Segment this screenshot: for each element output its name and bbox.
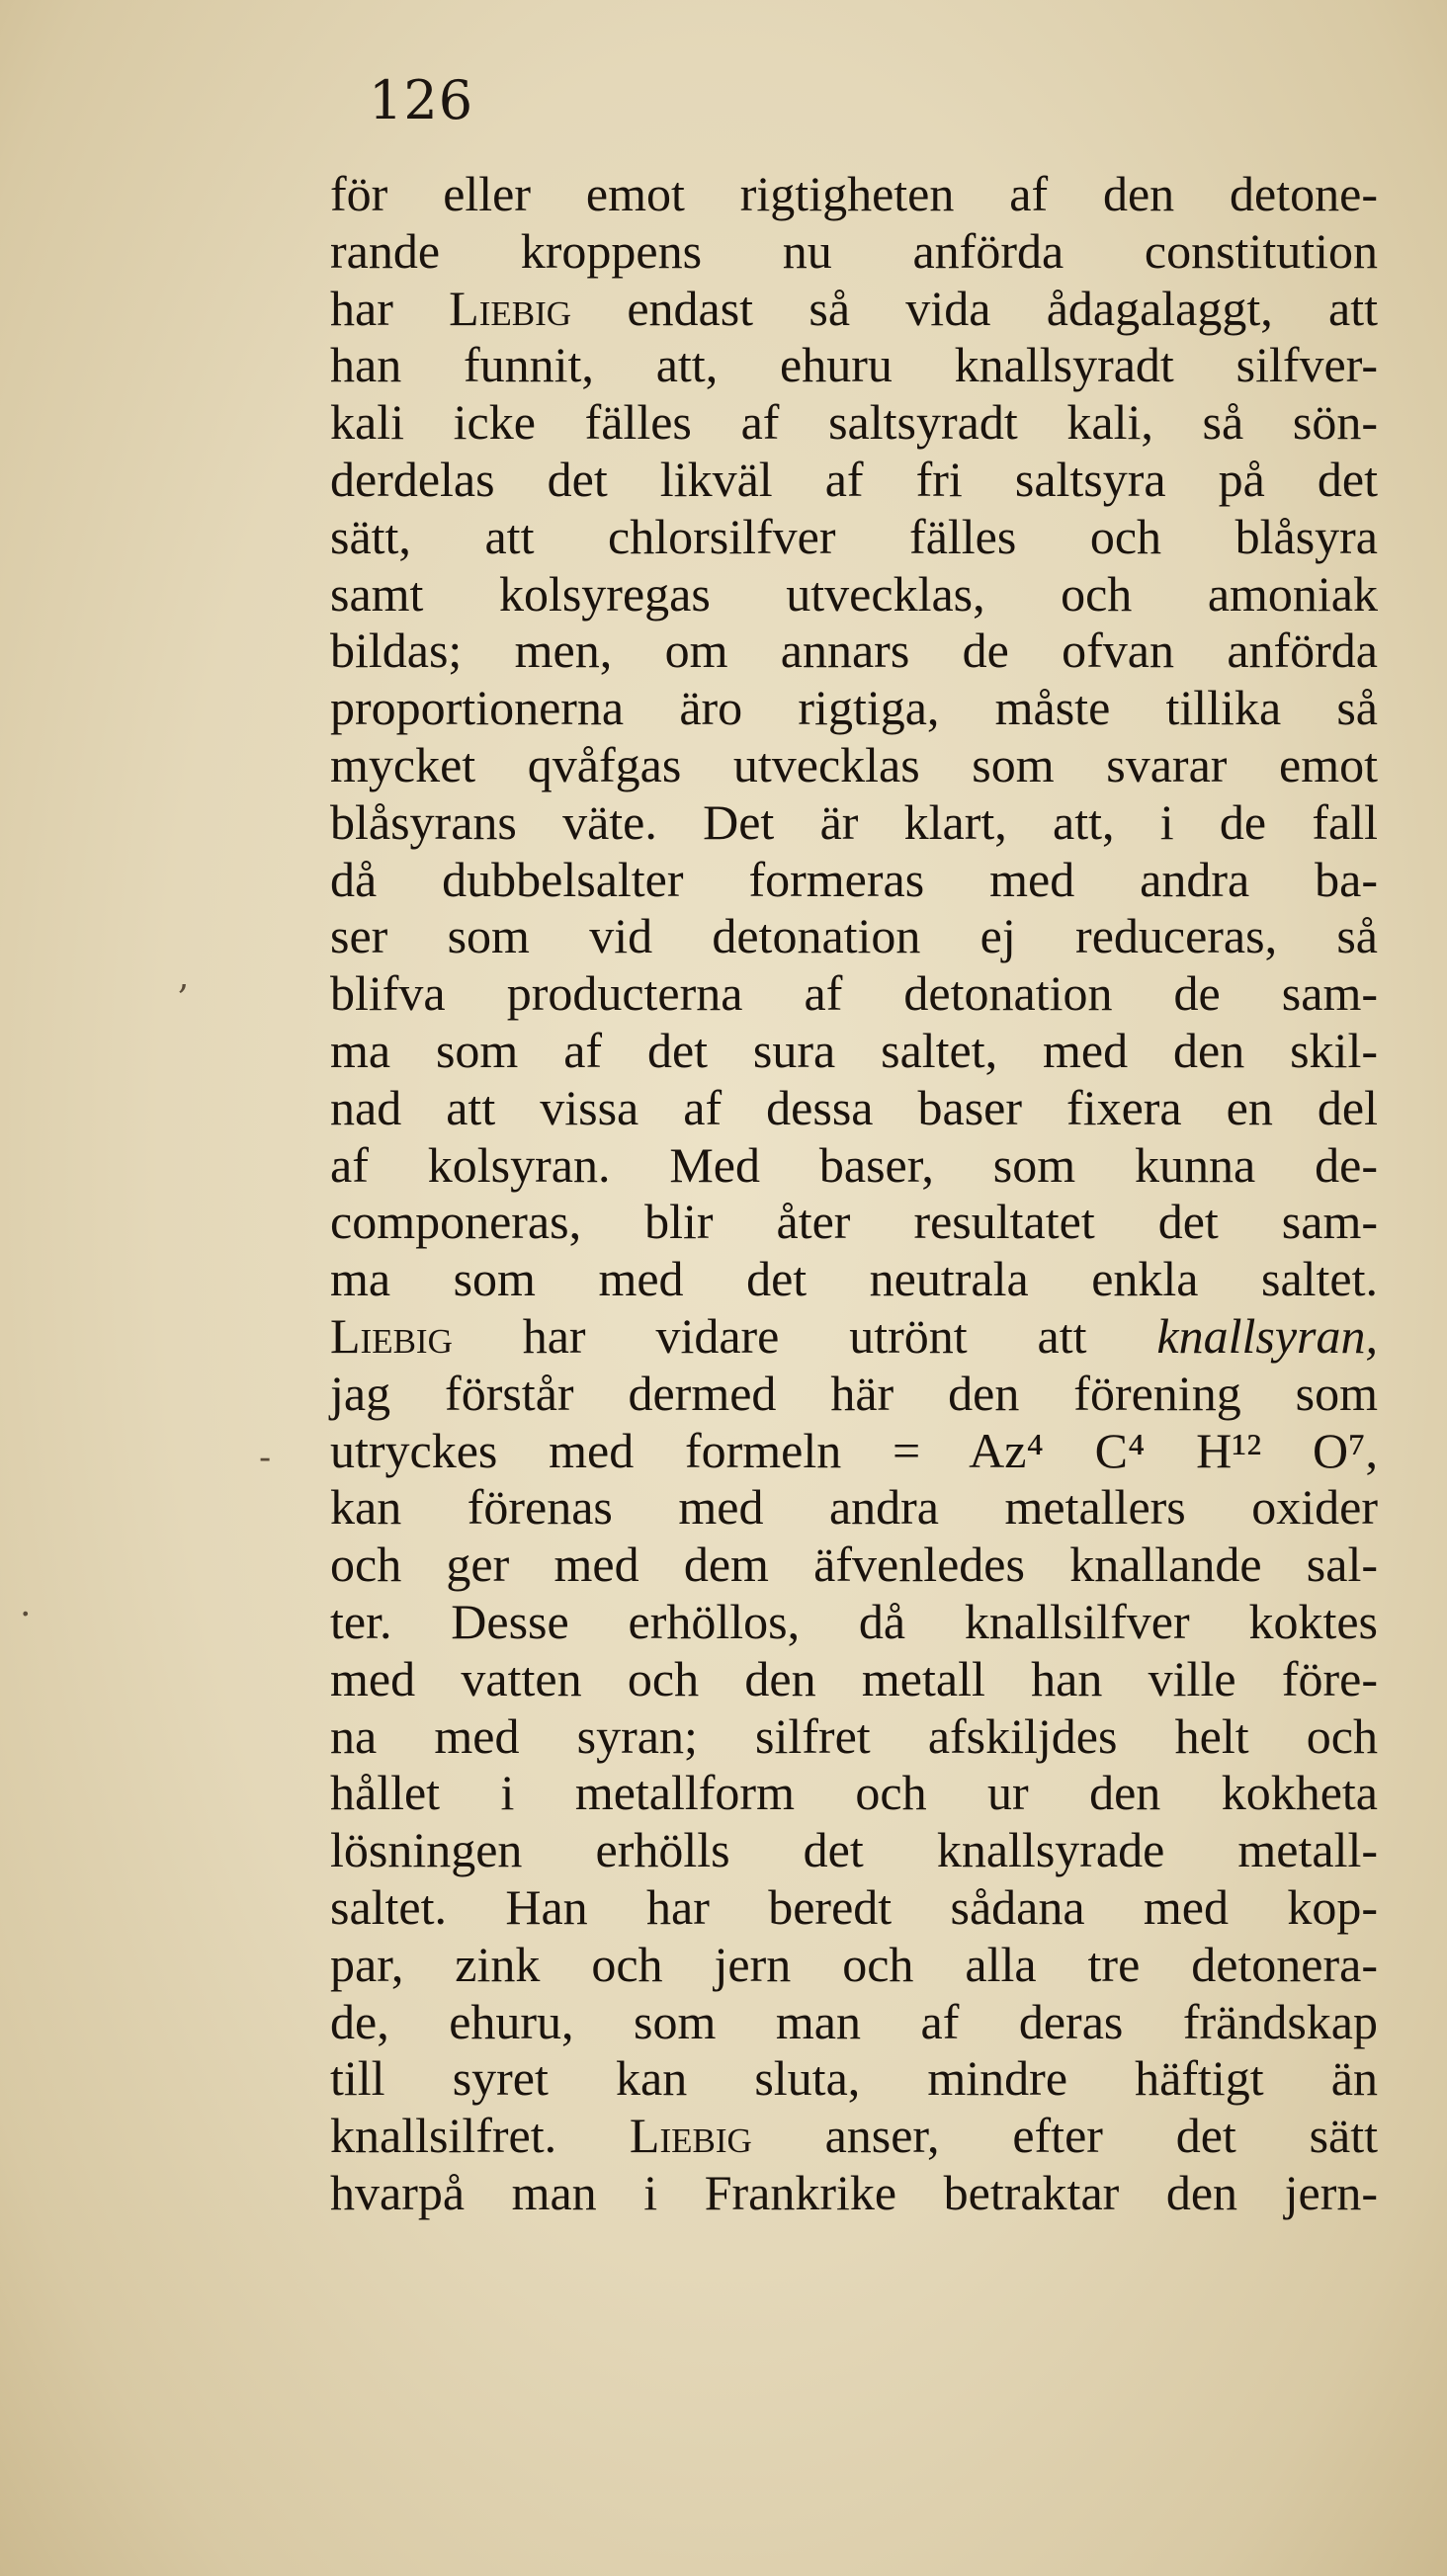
text-span: har vidare utrönt att <box>522 1307 1087 1364</box>
text-line <box>330 2108 1378 2165</box>
text-line: ter. Desse erhöllos, då knallsilfver koktes <box>330 1593 1378 1649</box>
text-line: kali icke fälles af saltsyradt kali, så sön- <box>330 394 1378 451</box>
text-line: par, zink och jern och alla tre detonera- <box>330 1936 1378 1992</box>
text-line <box>330 281 1378 338</box>
text-line: han funnit, att, ehuru knallsyradt silfver- <box>330 337 1378 393</box>
text-line: na med syran; silfret afskiljdes helt och <box>330 1707 1378 1764</box>
text-line: saltet. Han har beredt sådana med kop- <box>330 1878 1378 1935</box>
text-line: mycket qvåfgas utvecklas som svarar emot <box>330 736 1378 792</box>
author-name-liebig: Liebig <box>330 1307 453 1364</box>
text-line: sätt, att chlorsilfver fälles och blåsyra <box>330 508 1378 564</box>
page-number: 126 <box>369 69 474 131</box>
text-line: rande kroppens nu anförda constitution <box>330 222 1378 279</box>
author-name-liebig: Liebig <box>449 280 572 336</box>
text-line: hvarpå man i Frankrike betraktar den jern- <box>330 2164 1378 2220</box>
text-line <box>330 1308 1378 1366</box>
text-line: jag förstår dermed här den förening som <box>330 1365 1378 1421</box>
text-line: och ger med dem äfvenledes knallande sal- <box>330 1537 1378 1593</box>
author-name-liebig: Liebig <box>629 2108 752 2164</box>
italic-term: knallsyran, <box>1156 1307 1378 1364</box>
text-line: blifva producterna af detonation de sam- <box>330 965 1378 1022</box>
text-line: proportionerna äro rigtiga, måste tillika så <box>330 680 1378 736</box>
text-line: ma som med det neutrala enkla saltet. <box>330 1251 1378 1307</box>
text-line: utryckes med formeln = Az⁴ C⁴ H¹² O⁷, <box>330 1422 1378 1478</box>
text-line: af kolsyran. Med baser, som kunna de- <box>330 1136 1378 1193</box>
margin-mark: - <box>259 1438 272 1478</box>
text-line: ser som vid detonation ej reduceras, så <box>330 908 1378 964</box>
text-span: har <box>330 280 393 336</box>
text-line: nad att vissa af dessa baser fixera en del <box>330 1079 1378 1135</box>
text-line: då dubbelsalter formeras med andra ba- <box>330 851 1378 907</box>
text-line: med vatten och den metall han ville före- <box>330 1650 1378 1706</box>
text-line: till syret kan sluta, mindre häftigt än <box>330 2050 1378 2107</box>
margin-mark: , <box>178 956 190 997</box>
text-line: derdelas det likväl af fri saltsyra på det <box>330 451 1378 507</box>
text-line: blåsyrans väte. Det är klart, att, i de fall <box>330 793 1378 850</box>
text-line: componeras, blir åter resultatet det sam- <box>330 1194 1378 1250</box>
text-line: de, ehuru, som man af deras frändskap <box>330 1993 1378 2049</box>
text-line: lösningen erhölls det knallsyrade metall- <box>330 1822 1378 1878</box>
text-line: för eller emot rigtigheten af den detone- <box>330 166 1378 221</box>
text-line: samt kolsyregas utvecklas, och amoniak <box>330 565 1378 622</box>
text-span: knallsilfret. <box>330 2108 557 2164</box>
margin-mark: . <box>20 1584 32 1624</box>
text-line: hållet i metallform och ur den kokheta <box>330 1765 1378 1821</box>
text-span: anser, efter det sätt <box>824 2108 1379 2164</box>
text-line: ma som af det sura saltet, med den skil- <box>330 1022 1378 1078</box>
text-line: kan förenas med andra metallers oxider <box>330 1479 1378 1536</box>
text-span: endast så vida ådagalaggt, att <box>627 280 1379 336</box>
body-text <box>330 166 1378 2222</box>
text-line: bildas; men, om annars de ofvan anförda <box>330 623 1378 679</box>
